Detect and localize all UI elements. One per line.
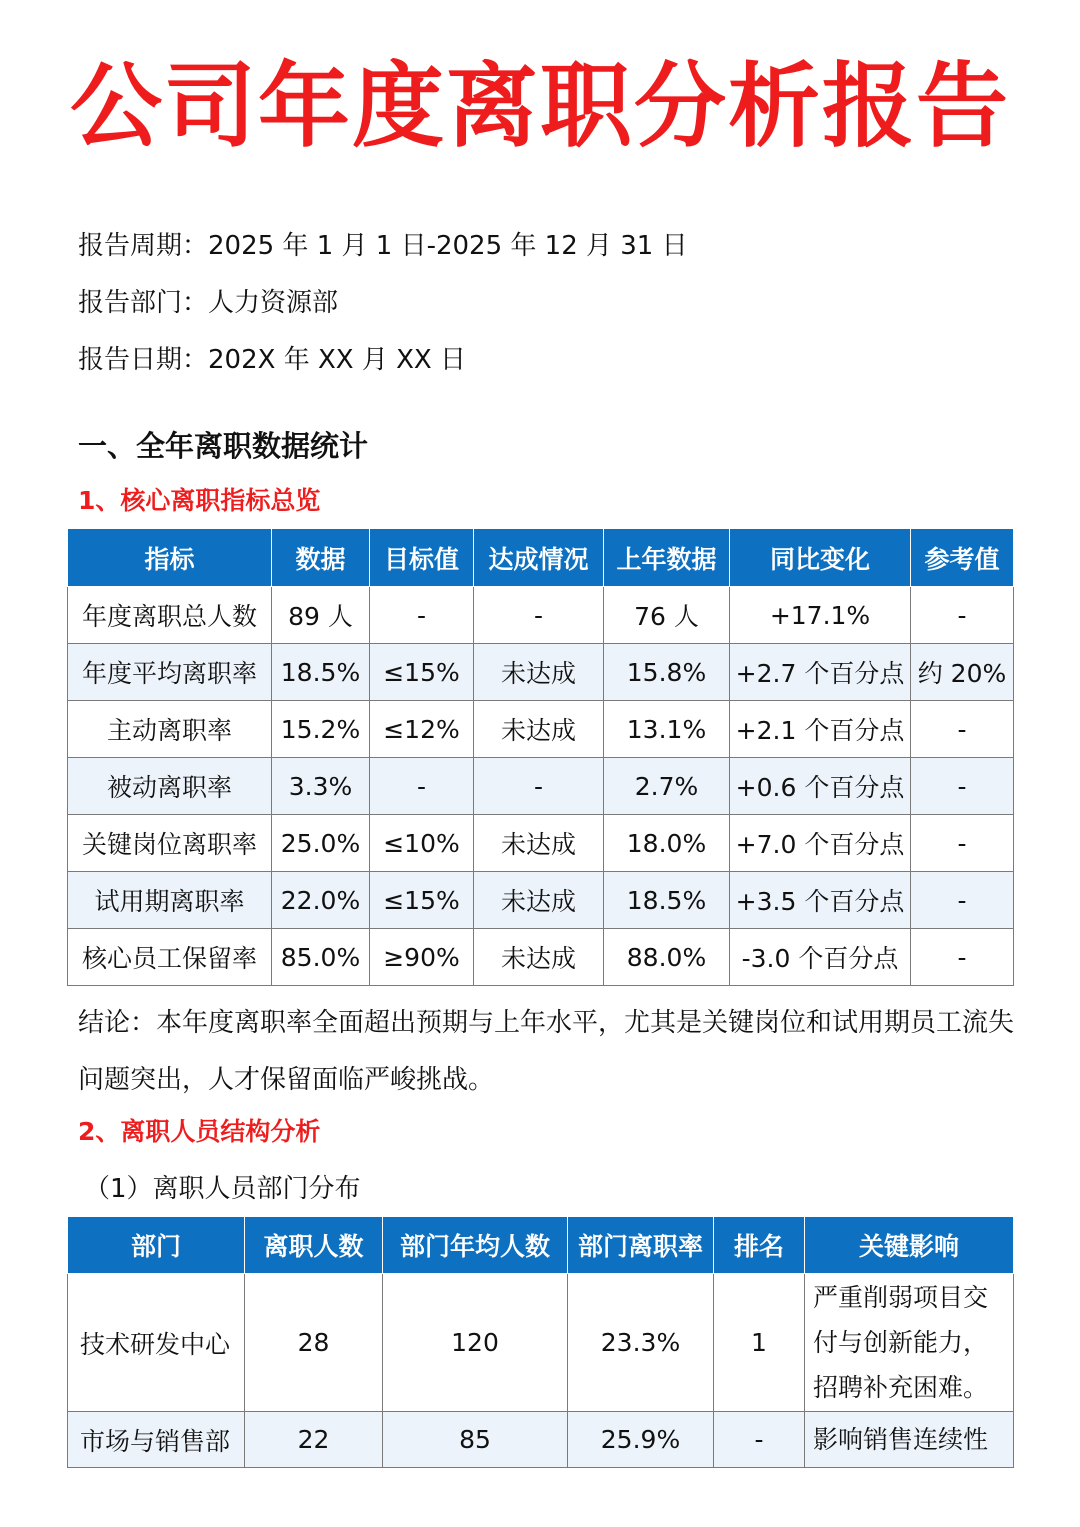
table-cell: -: [370, 587, 474, 644]
section-heading-statistics: 一、全年离职数据统计: [78, 429, 369, 463]
table-cell: 未达成: [474, 929, 604, 986]
report-department: 报告部门：人力资源部: [78, 288, 339, 318]
table-cell: 关键岗位离职率: [68, 815, 272, 872]
table-cell: 22.0%: [272, 872, 370, 929]
table-cell: 18.5%: [604, 872, 730, 929]
table-cell: ≤10%: [370, 815, 474, 872]
table-cell: +2.1 个百分点: [730, 701, 911, 758]
table-cell: 未达成: [474, 644, 604, 701]
column-header: 上年数据: [604, 529, 730, 587]
table-cell: -: [911, 758, 1014, 815]
column-header: 达成情况: [474, 529, 604, 587]
table-cell: 1: [714, 1274, 805, 1412]
table-cell: 未达成: [474, 872, 604, 929]
table-cell: -: [911, 701, 1014, 758]
table-row: [68, 815, 1014, 872]
table-cell: 85.0%: [272, 929, 370, 986]
table-cell: 未达成: [474, 701, 604, 758]
table-row: [68, 872, 1014, 929]
table-cell: ≤15%: [370, 872, 474, 929]
column-header: 部门: [68, 1217, 245, 1274]
column-header: 参考值: [911, 529, 1014, 587]
table-cell: 76 人: [604, 587, 730, 644]
table-cell: 88.0%: [604, 929, 730, 986]
department-distribution-table: [67, 1216, 1014, 1468]
table-cell: -: [911, 587, 1014, 644]
table-cell: 3.3%: [272, 758, 370, 815]
table-row: [68, 1412, 1014, 1468]
table-cell: +3.5 个百分点: [730, 872, 911, 929]
table-cell: 核心员工保留率: [68, 929, 272, 986]
table-cell: +7.0 个百分点: [730, 815, 911, 872]
page-title: 公司年度离职分析报告: [69, 53, 1010, 160]
column-header: 同比变化: [730, 529, 911, 587]
table-cell: 15.8%: [604, 644, 730, 701]
table-cell: 年度离职总人数: [68, 587, 272, 644]
table-row: [68, 1274, 1014, 1412]
table-row: [68, 929, 1014, 986]
table-cell: 主动离职率: [68, 701, 272, 758]
table-cell: 13.1%: [604, 701, 730, 758]
table-cell: -: [911, 815, 1014, 872]
table-cell: 89 人: [272, 587, 370, 644]
subheading-structure-analysis: 2、离职人员结构分析: [78, 1117, 321, 1146]
column-header: 排名: [714, 1217, 805, 1274]
table-cell: 28: [245, 1274, 383, 1412]
table-cell: ≥90%: [370, 929, 474, 986]
table-cell: ≤12%: [370, 701, 474, 758]
table-cell: 25.9%: [568, 1412, 714, 1468]
table-cell: 18.0%: [604, 815, 730, 872]
table-cell: 85: [383, 1412, 568, 1468]
table-cell: 22: [245, 1412, 383, 1468]
table-cell: ≤15%: [370, 644, 474, 701]
table-cell: 约 20%: [911, 644, 1014, 701]
table-cell: 年度平均离职率: [68, 644, 272, 701]
table-cell: 120: [383, 1274, 568, 1412]
table-row: [68, 758, 1014, 815]
table-cell: +0.6 个百分点: [730, 758, 911, 815]
column-header: 指标: [68, 529, 272, 587]
report-period: 报告周期：2025 年 1 月 1 日-2025 年 12 月 31 日: [78, 231, 688, 261]
table-cell: -3.0 个百分点: [730, 929, 911, 986]
table-cell: 23.3%: [568, 1274, 714, 1412]
conclusion-paragraph: 结论：本年度离职率全面超出预期与上年水平，尤其是关键岗位和试用期员工流失问题突出，人才保留面临严峻挑战。: [78, 1008, 1015, 1095]
core-indicators-table: [67, 528, 1014, 986]
table-row: [68, 701, 1014, 758]
table-header-row: [68, 529, 1014, 587]
table-cell: 2.7%: [604, 758, 730, 815]
column-header: 数据: [272, 529, 370, 587]
table-cell: 未达成: [474, 815, 604, 872]
table-cell: 技术研发中心: [68, 1274, 245, 1412]
table-cell: 18.5%: [272, 644, 370, 701]
table-cell: -: [714, 1412, 805, 1468]
table-cell: 试用期离职率: [68, 872, 272, 929]
table-cell: -: [474, 587, 604, 644]
column-header: 部门离职率: [568, 1217, 714, 1274]
column-header: 目标值: [370, 529, 474, 587]
column-header: 离职人数: [245, 1217, 383, 1274]
table-cell: +2.7 个百分点: [730, 644, 911, 701]
table-cell: 被动离职率: [68, 758, 272, 815]
table-cell: -: [911, 872, 1014, 929]
table-cell: -: [474, 758, 604, 815]
table-cell: +17.1%: [730, 587, 911, 644]
table-cell: 市场与销售部: [68, 1412, 245, 1468]
subheading-department-distribution: （1）离职人员部门分布: [84, 1174, 361, 1204]
table-row: [68, 644, 1014, 701]
table-cell: 严重削弱项目交付与创新能力，招聘补充困难。: [805, 1274, 1014, 1412]
table-cell: 15.2%: [272, 701, 370, 758]
table-header-row: [68, 1217, 1014, 1274]
column-header: 部门年均人数: [383, 1217, 568, 1274]
table-cell: -: [911, 929, 1014, 986]
table-cell: 影响销售连续性: [805, 1412, 1014, 1468]
table-cell: -: [370, 758, 474, 815]
subheading-core-indicators: 1、核心离职指标总览: [78, 486, 321, 515]
column-header: 关键影响: [805, 1217, 1014, 1274]
table-cell: 25.0%: [272, 815, 370, 872]
table-row: [68, 587, 1014, 644]
report-date: 报告日期：202X 年 XX 月 XX 日: [78, 345, 467, 375]
